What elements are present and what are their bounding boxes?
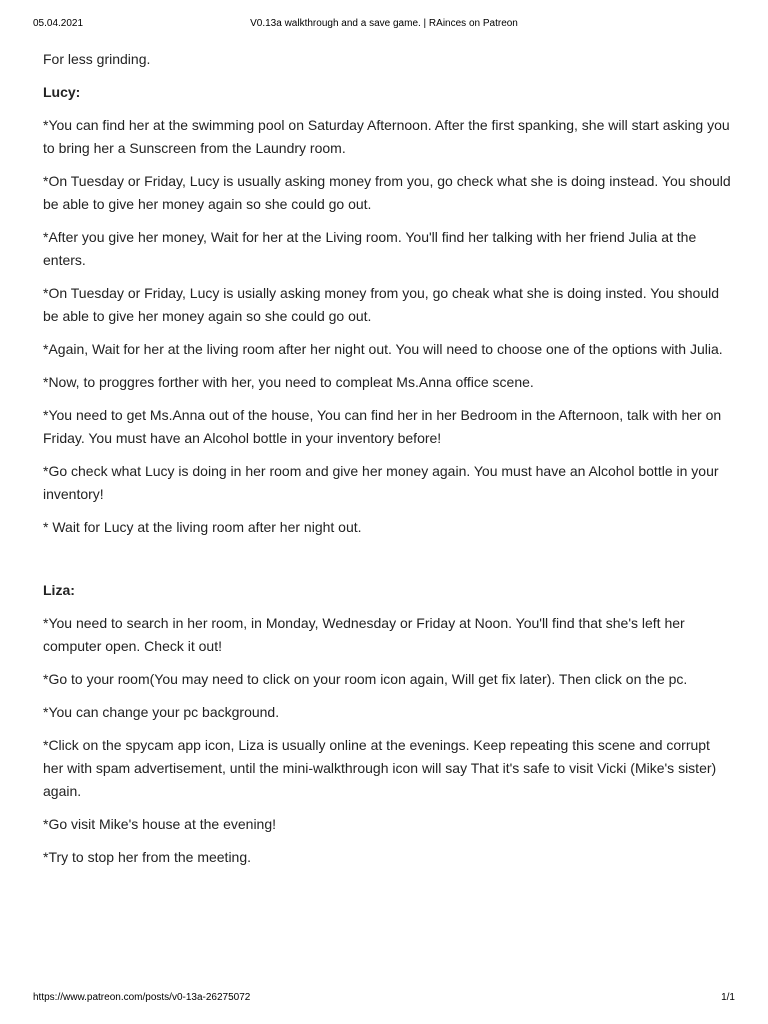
lucy-step: *Now, to proggres forther with her, you need to compleat Ms.Anna office scene. [43,374,534,390]
lucy-step: *Go check what Lucy is doing in her room and give her money again. You must have an Alcohol bottle in your inventory! [43,463,719,502]
liza-step: *Go visit Mike's house at the evening! [43,816,277,832]
post-content [43,48,733,879]
print-date: 05.04.2021 [33,18,84,29]
print-url: https://www.patreon.com/posts/v0-13a-26275072 [33,992,251,1003]
lucy-step: *After you give her money, Wait for her at the Living room. You'll find her talking with her friend Julia at the enters. [43,229,697,268]
print-title: V0.13a walkthrough and a save game. | RAinces on Patreon [250,18,518,29]
liza-step: *Click on the spycam app icon, Liza is usually online at the evenings. Keep repeating this scene and corrupt her with spam advertisement, until the mini-walkthrough icon will say That it's safe to visit Vicki (Mike's sister) again. [43,737,717,799]
liza-step: *You need to search in her room, in Monday, Wednesday or Friday at Noon. You'll find that she's left her computer open. Check it out! [43,615,685,654]
lucy-step: *Again, Wait for her at the living room after her night out. You will need to choose one of the options with Julia. [43,341,723,357]
liza-step: *You can change your pc background. [43,704,280,720]
lucy-step: *You need to get Ms.Anna out of the house, You can find her in her Bedroom in the Afternoon, talk with her on Friday. You must have an Alcohol bottle in your inventory before! [43,407,722,446]
liza-heading: Liza: [43,582,75,598]
liza-step: *Try to stop her from the meeting. [43,849,252,865]
lucy-step: *On Tuesday or Friday, Lucy is usually asking money from you, go check what she is doing instead. You should be able to give her money again so she could go out. [43,173,731,212]
lucy-step: * Wait for Lucy at the living room after her night out. [43,519,362,535]
lucy-heading: Lucy: [43,84,81,100]
page-number: 1/1 [721,992,735,1003]
liza-step: *Go to your room(You may need to click on your room icon again, Will get fix later). Then click on the pc. [43,671,688,687]
lucy-step: *You can find her at the swimming pool on Saturday Afternoon. After the first spanking, she will start asking you to bring her a Sunscreen from the Laundry room. [43,117,730,156]
section-spacer [43,549,733,579]
intro-text: For less grinding. [43,51,151,67]
lucy-step: *On Tuesday or Friday, Lucy is usially asking money from you, go cheak what she is doing insted. You should be able to give her money again so she could go out. [43,285,719,324]
